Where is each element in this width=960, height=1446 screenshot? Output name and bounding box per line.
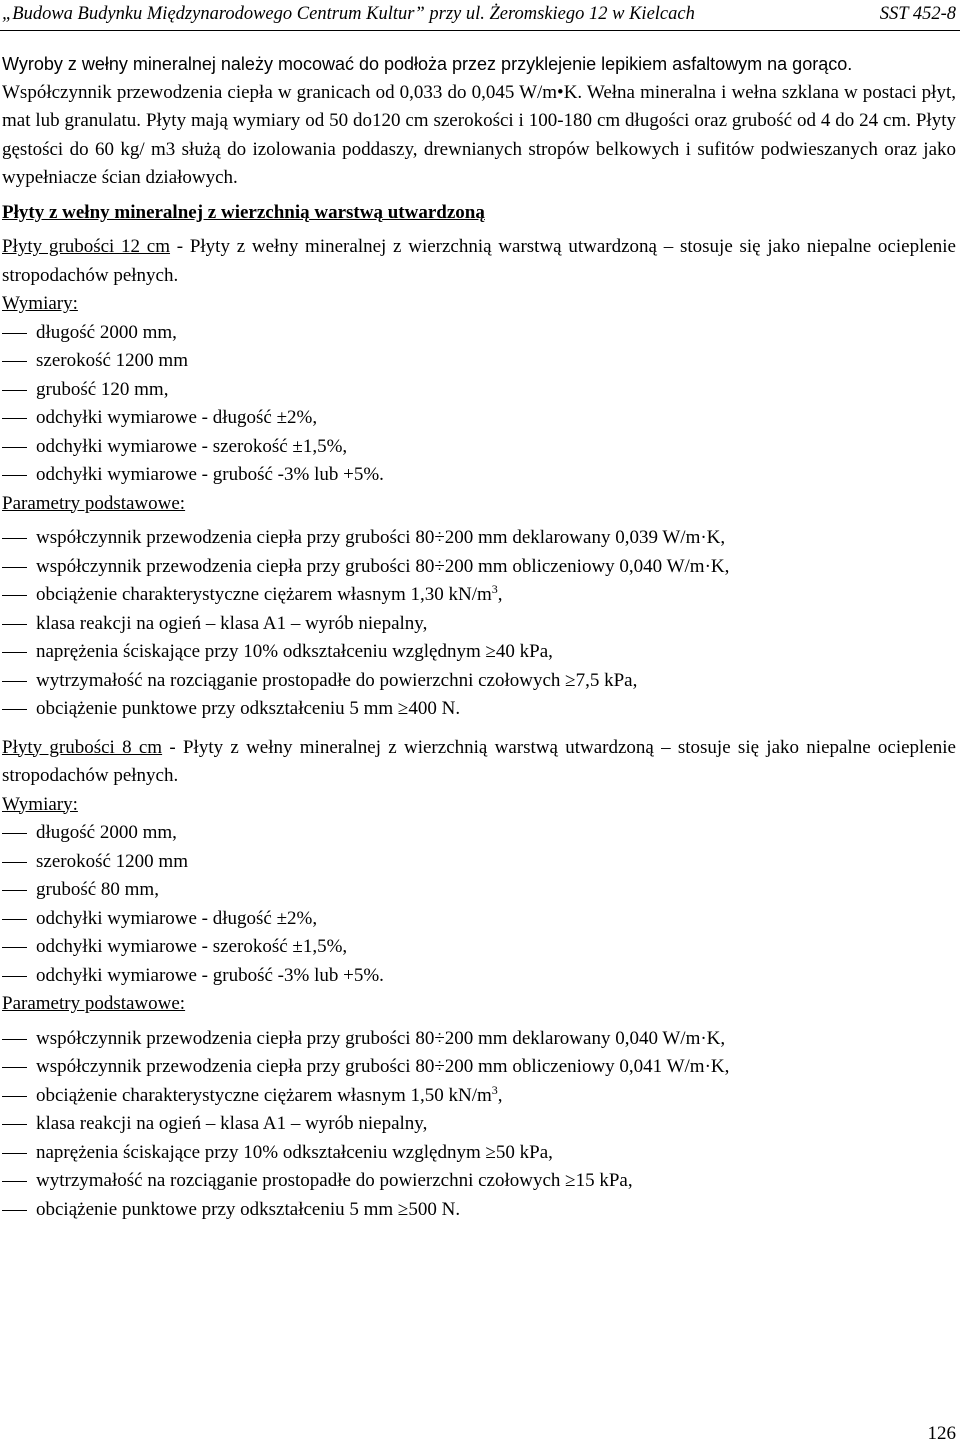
dash-icon bbox=[2, 1067, 27, 1068]
board8-params-label: Parametry podstawowe: bbox=[2, 993, 186, 1014]
list-item: obciążenie charakterystyczne ciężarem własnym 1,50 $kN/m^3$, bbox=[2, 1082, 956, 1111]
board12-paragraph bbox=[2, 233, 956, 290]
board12-dims-label: Wymiary: bbox=[2, 293, 78, 314]
dash-icon bbox=[2, 1124, 27, 1125]
list-item: szerokość 1200 mm bbox=[2, 848, 956, 877]
dash-icon bbox=[2, 1153, 27, 1154]
dash-icon bbox=[2, 709, 27, 710]
dash-icon bbox=[2, 447, 27, 448]
board8-dims-label: Wymiary: bbox=[2, 793, 78, 815]
dash-icon bbox=[2, 624, 27, 625]
page-number: 126 bbox=[927, 1423, 956, 1444]
list-item: współczynnik przewodzenia ciepła przy grubości 80÷200 mm obliczeniowy 0,041 W/m·K, bbox=[2, 1053, 956, 1082]
board12-label: Płyty grubości 12 cm bbox=[2, 236, 171, 257]
description-paragraph: Współczynnik przewodzenia ciepła w granicach od 0,033 do 0,045 W/m•K. Wełna mineralna i wełna szklana w postaci płyt, mat lub granulatu. Płyty mają wymiary od 50 do120 cm szerokości i 100-180 cm długości oraz grubość od 4 do 24 cm. Płyty gęstości do 60 kg/ m3 służą do izolowania poddaszy, drewnianych stropów belkowych i sufitów podwieszanych oraz jako wypełniacze ścian działowych. bbox=[2, 81, 956, 188]
list-item: grubość 80 mm, bbox=[2, 876, 956, 905]
list-item: współczynnik przewodzenia ciepła przy grubości 80÷200 mm obliczeniowy 0,040 W/m·K, bbox=[2, 553, 956, 582]
header-code: SST 452-8 bbox=[879, 4, 956, 24]
mounting-paragraph: Wyroby z wełny mineralnej należy mocować do podłoża przez przyklejenie lepikiem asfaltowym na gorąco. bbox=[2, 54, 853, 74]
header-title: „Budowa Budynku Międzynarodowego Centrum Kultur” przy ul. Żeromskiego 12 w Kielcach bbox=[2, 4, 695, 24]
list-item: długość 2000 mm, bbox=[2, 319, 956, 348]
dash-icon bbox=[2, 418, 27, 419]
list-item: odchyłki wymiarowe - szerokość ±1,5%, bbox=[2, 933, 956, 962]
document-body bbox=[2, 50, 956, 1224]
list-item: współczynnik przewodzenia ciepła przy grubości 80÷200 mm deklarowany 0,039 W/m·K, bbox=[2, 524, 956, 553]
board8-params-list bbox=[2, 1025, 956, 1225]
dash-icon bbox=[2, 390, 27, 391]
dash-icon bbox=[2, 862, 27, 863]
dash-icon bbox=[2, 567, 27, 568]
dash-icon bbox=[2, 1039, 27, 1040]
dash-icon bbox=[2, 681, 27, 682]
list-item: wytrzymałość na rozciąganie prostopadłe do powierzchni czołowych ≥15 kPa, bbox=[2, 1167, 956, 1196]
dash-icon bbox=[2, 652, 27, 653]
dash-icon bbox=[2, 595, 27, 596]
list-item: odchyłki wymiarowe - grubość -3% lub +5%. bbox=[2, 461, 956, 490]
list-item: naprężenia ściskające przy 10% odkształceniu względnym ≥40 kPa, bbox=[2, 638, 956, 667]
list-item: odchyłki wymiarowe - grubość -3% lub +5%. bbox=[2, 962, 956, 991]
board8-dims-list bbox=[2, 819, 956, 990]
header-rule bbox=[0, 30, 960, 31]
dash-icon bbox=[2, 1181, 27, 1182]
section-heading: Płyty z wełny mineralnej z wierzchnią warstwą utwardzoną bbox=[2, 201, 485, 223]
dash-icon bbox=[2, 976, 27, 977]
list-item: klasa reakcji na ogień – klasa A1 – wyrób niepalny, bbox=[2, 610, 956, 639]
board8-label: Płyty grubości 8 cm bbox=[2, 736, 163, 758]
dash-icon bbox=[2, 833, 27, 834]
board8-paragraph bbox=[2, 734, 956, 791]
dash-icon bbox=[2, 361, 27, 362]
list-item: wytrzymałość na rozciąganie prostopadłe do powierzchni czołowych ≥7,5 kPa, bbox=[2, 667, 956, 696]
list-item: odchyłki wymiarowe - szerokość ±1,5%, bbox=[2, 433, 956, 462]
list-item: grubość 120 mm, bbox=[2, 376, 956, 405]
list-item: odchyłki wymiarowe - długość ±2%, bbox=[2, 404, 956, 433]
list-item: klasa reakcji na ogień – klasa A1 – wyrób niepalny, bbox=[2, 1110, 956, 1139]
list-item: współczynnik przewodzenia ciepła przy grubości 80÷200 mm deklarowany 0,040 W/m·K, bbox=[2, 1025, 956, 1054]
dash-icon bbox=[2, 947, 27, 948]
list-item: obciążenie punktowe przy odkształceniu 5 mm ≥500 N. bbox=[2, 1196, 956, 1225]
dash-icon bbox=[2, 890, 27, 891]
board8-text: - Płyty z wełny mineralnej z wierzchnią warstwą utwardzoną – stosuje się jako niepalne ocieplenie stropodachów pełnych. bbox=[2, 736, 956, 786]
dash-icon bbox=[2, 333, 27, 334]
list-item: naprężenia ściskające przy 10% odkształceniu względnym ≥50 kPa, bbox=[2, 1139, 956, 1168]
dash-icon bbox=[2, 1096, 27, 1097]
board12-dims-list bbox=[2, 319, 956, 490]
list-item: obciążenie punktowe przy odkształceniu 5 mm ≥400 N. bbox=[2, 695, 956, 724]
list-item: długość 2000 mm, bbox=[2, 819, 956, 848]
dash-icon bbox=[2, 475, 27, 476]
dash-icon bbox=[2, 1210, 27, 1211]
dash-icon bbox=[2, 919, 27, 920]
list-item: szerokość 1200 mm bbox=[2, 347, 956, 376]
dash-icon bbox=[2, 538, 27, 539]
page-header bbox=[0, 0, 960, 40]
board12-text: - Płyty z wełny mineralnej z wierzchnią warstwą utwardzoną – stosuje się jako niepalne ocieplenie stropodachów pełnych. bbox=[2, 236, 956, 286]
list-item: odchyłki wymiarowe - długość ±2%, bbox=[2, 905, 956, 934]
list-item: obciążenie charakterystyczne ciężarem własnym 1,30 $kN/m^3$, bbox=[2, 581, 956, 610]
board12-params-list bbox=[2, 524, 956, 724]
board12-params-label: Parametry podstawowe: bbox=[2, 492, 186, 514]
